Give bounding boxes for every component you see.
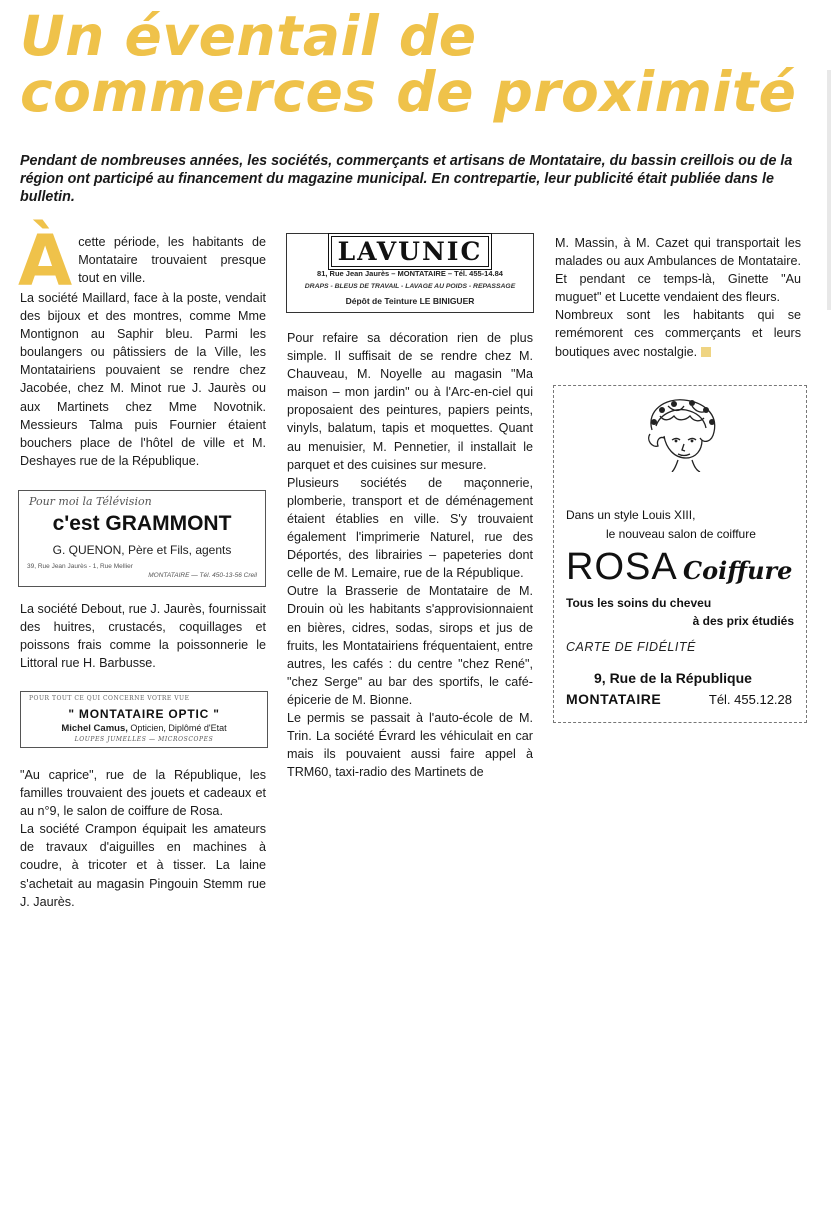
ad-rosa-soins-line-1: Tous les soins du cheveu [566, 596, 712, 610]
paragraph: "Au caprice", rue de la République, les familles trouvaient des jouets et cadeaux et au n°9, le salon de coiffure de Rosa. [20, 768, 266, 819]
column-3 [555, 234, 801, 361]
ad-lavunic [286, 233, 534, 313]
column-1-part-3 [20, 766, 266, 911]
ad-rosa-loyalty-card: CARTE DE FIDÉLITÉ [566, 640, 696, 654]
ad-optic-products: LOUPES JUMELLES — MICROSCOPES [74, 736, 214, 743]
paragraph [18, 220, 266, 302]
ad-optic-brand: " MONTATAIRE OPTIC " [68, 707, 220, 721]
paragraph-text: Nombreux sont les habitants qui se remémorent ces commerçants et leurs boutiques avec nostalgie. [555, 308, 801, 359]
ad-rosa-city: MONTATAIRE [566, 691, 662, 707]
ad-rosa-salon: le nouveau salon de coiffure [606, 527, 756, 541]
ad-lavunic-address: 81, Rue Jean Jaurès – MONTATAIRE – Tél. 455-14.84 [317, 269, 503, 278]
ad-rosa-coiffure [553, 385, 807, 723]
ad-grammont-tagline: Pour moi la Télévision [29, 495, 152, 508]
ad-lavunic-brand [287, 237, 533, 266]
paragraph: Plusieurs sociétés de maçonnerie, plomberie, transport et de déménagement étaient établies en ville. S'y trouvaient également l'imprimerie Naturel, rue des Déportés, des librairies – papeteries dont celle de M. Lemaire, rue de la République. [287, 475, 533, 581]
ad-montataire-optic [20, 691, 268, 748]
paragraph-text: cette période, les habitants de Montataire trouvaient presque tout en ville. [78, 235, 266, 286]
article-lead: Pendant de nombreuses années, les sociétés, commerçants et artisans de Montataire, du bassin creillois ou de la région ont participé au financement du magazine municipal. En contrepartie, leur publicité était publiée dans le bulletin. [20, 153, 793, 205]
end-of-article-mark [701, 347, 711, 357]
drop-cap: À [18, 220, 73, 302]
ad-rosa-style: Dans un style Louis XIII, [566, 508, 696, 522]
ad-optic-title: Opticien, Diplômé d'Etat [130, 723, 227, 733]
column-1-part-2 [20, 600, 266, 672]
ad-grammont-address: 39, Rue Jean Jaurès - 1, Rue Mellier [27, 563, 133, 570]
ad-grammont [18, 490, 266, 587]
ad-rosa-street: 9, Rue de la République [594, 670, 752, 686]
ad-optic-name: Michel Camus, [61, 723, 128, 734]
ad-rosa-brand-script: Coiffure [683, 556, 793, 585]
paragraph [555, 306, 801, 360]
article-title: Un éventail de commerces de proximité [20, 4, 797, 124]
woman-portrait-illustration [634, 396, 726, 472]
paragraph: M. Massin, à M. Cazet qui transportait les malades ou aux Ambulances de Montataire. Et pendant ce temps-là, Ginette "Au muguet" et Lucette vendaient des fleurs. [555, 236, 801, 305]
ad-lavunic-brand-text: LAVUNIC [331, 236, 490, 267]
ad-rosa-soins-line-2: à des prix étudiés [692, 614, 794, 628]
ad-rosa-brand: ROSA [566, 546, 678, 588]
ad-grammont-phone: MONTATAIRE — Tél. 450-13-56 Creil [148, 572, 257, 579]
page-edge-shadow [827, 70, 831, 310]
ad-optic-owner [21, 723, 267, 734]
column-1 [18, 220, 266, 470]
paragraph: Outre la Brasserie de Montataire de M. Drouin où les habitants s'approvisionnaient en bières, cidres, sodas, sirops et jus de fruits, les Montatairiens fréquentaient, entre autres, les cafés : du centre "chez René", "chez Serge" au bar des sportifs, le café-épicerie de M. Bionne. [287, 584, 533, 707]
paragraph: La société Crampon équipait les amateurs de travaux d'aiguilles en machines à coudre, à tricoter et à tisser. La laine s'achetait au magasin Pingouin Stemm rue J. Jaurès. [20, 822, 266, 909]
paragraph: Pour refaire sa décoration rien de plus simple. Il suffisait de se rendre chez M. Chauveau, M. Noyelle au magasin "Ma maison – mon jardin" ou à l'Arc-en-ciel qui proposaient des peintures, papiers peints, vinyls, balatum, tapis et moquettes. Quant au menuisier, M. Pennetier, il installait le parquet et des cuisines sur mesure. [287, 331, 533, 472]
ad-lavunic-depot: Dépôt de Teinture LE BINIGUER [345, 296, 475, 306]
ad-rosa-phone: Tél. 455.12.28 [708, 692, 792, 707]
column-2 [287, 329, 533, 781]
ad-grammont-agents: G. QUENON, Père et Fils, agents [52, 543, 232, 557]
paragraph: Le permis se passait à l'auto-école de M. Trin. La société Évrard les véhiculait en car mais ils pouvaient aussi faire appel à TRM60, taxi-radio des Martinets de [287, 710, 533, 780]
ad-optic-tagline: POUR TOUT CE QUI CONCERNE VOTRE VUE [29, 695, 190, 702]
paragraph: La société Debout, rue J. Jaurès, fournissait des huitres, crustacés, coquillages et poissons frais comme la poissonnerie le Littoral rue H. Barbusse. [20, 602, 266, 671]
ad-grammont-brand: c'est GRAMMONT [52, 512, 232, 535]
ad-lavunic-services: DRAPS - BLEUS DE TRAVAIL - LAVAGE AU POIDS - REPASSAGE [304, 283, 516, 290]
paragraph: La société Maillard, face à la poste, vendait des bijoux et des montres, comme Mme Montignon au Saphir bleu. Parmi les boulangers ou pâtissiers de la Ville, les Montatairiens pouvaient se rendre chez Jacobée, chez M. Minot rue J. Jaurès ou aux Martinets chez Mme Novotnik. Messieurs Talma puis Fournier étaient bouchers place de l'hôtel de ville et M. Deshayes rue de la République. [20, 291, 266, 468]
